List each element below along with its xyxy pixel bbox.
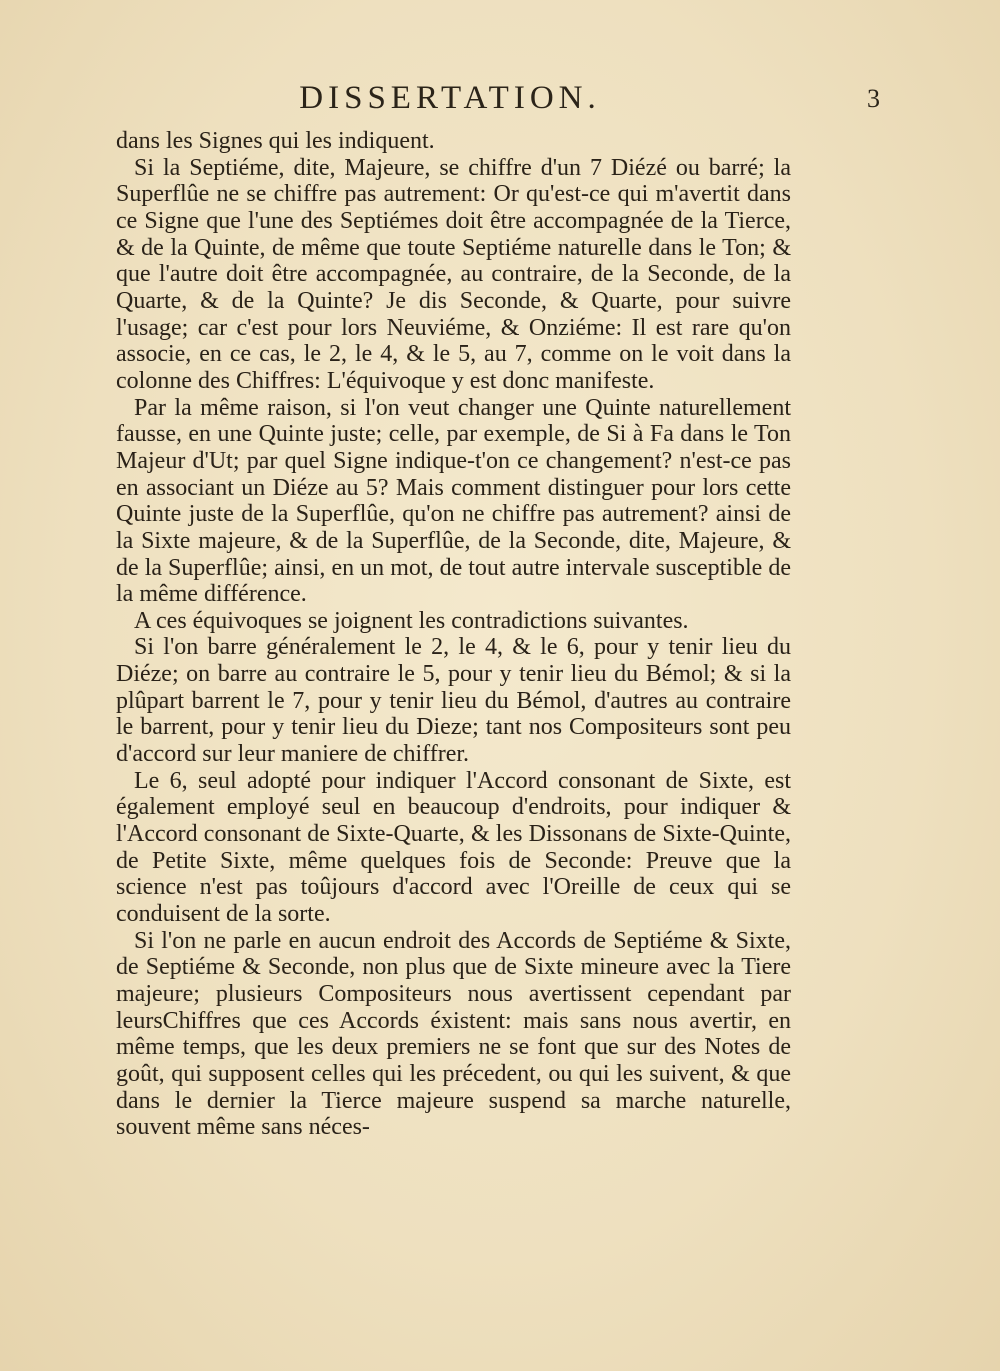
running-title: DISSERTATION. <box>299 80 601 116</box>
paragraph-2: Si la Septiéme, dite, Majeure, se chiffre d'un 7 Diézé ou barré; la Superflûe ne se chiffre pas autrement: Or qu'est-ce qui m'avertit dans ce Signe que l'une des Septiémes doit être accompagnée de la Tierce, & de la Quinte, de même que toute Septiéme naturelle dans le Ton; & que l'autre doit être accompagnée, au contraire, de la Seconde, de la Quarte, & de la Quinte? Je dis Seconde, & Quarte, pour suivre l'usage; car c'est pour lors Neuviéme, & Onziéme: Il est rare qu'on associe, en ce cas, le 2, le 4, & le 5, au 7, comme on le voit dans la colonne des Chiffres: L'équivoque y est donc manifeste. <box>116 154 791 394</box>
paragraph-1: dans les Signes qui les indiquent. <box>116 128 435 154</box>
paragraph-4: A ces équivoques se joignent les contradictions suivantes. <box>134 607 689 634</box>
paragraph-3: Par la même raison, si l'on veut changer une Quinte naturellement fausse, en une Quinte juste; celle, par exemple, de Si à Fa dans le Ton Majeur d'Ut; par quel Signe indique-t'on ce changement? n'est-ce pas en associant un Diéze au 5? Mais comment distinguer pour lors cette Quinte juste de la Superflûe, qu'on ne chiffre pas autrement? ainsi de la Sixte majeure, & de la Superflûe, de la Seconde, dite, Majeure, & de la Superflûe; ainsi, en un mot, de tout autre intervale susceptible de la même différence. <box>116 394 791 608</box>
page-number: 3 <box>867 84 880 113</box>
body-text <box>116 128 791 1141</box>
paragraph-7: Si l'on ne parle en aucun endroit des Accords de Septiéme & Sixte, de Septiéme & Seconde, non plus que de Sixte mineure avec la Tiere majeure; plusieurs Compositeurs nous avertissent cependant par leursChiffres que ces Accords éxistent: mais sans nous avertir, en même temps, que les deux premiers ne se font que sur des Notes de goût, qui supposent celles qui les précedent, ou qui les suivent, & que dans le dernier la Tierce majeure suspend sa marche naturelle, souvent même sans néces- <box>116 927 791 1141</box>
paragraph-5: Si l'on barre généralement le 2, le 4, & le 6, pour y tenir lieu du Diéze; on barre au contraire le 5, pour y tenir lieu du Bémol; & si la plûpart barrent le 7, pour y tenir lieu du Bémol, d'autres au contraire le barrent, pour y tenir lieu du Dieze; tant nos Compositeurs sont peu d'accord sur leur maniere de chiffrer. <box>116 634 791 768</box>
paragraph-6: Le 6, seul adopté pour indiquer l'Accord consonant de Sixte, est également employé seul en beaucoup d'endroits, pour indiquer & l'Accord consonant de Sixte-Quarte, & les Dissonans de Sixte-Quinte, de Petite Sixte, même quelques fois de Seconde: Preuve que la science n'est pas toûjours d'accord avec l'Oreille de ceux qui se conduisent de la sorte. <box>116 767 791 928</box>
